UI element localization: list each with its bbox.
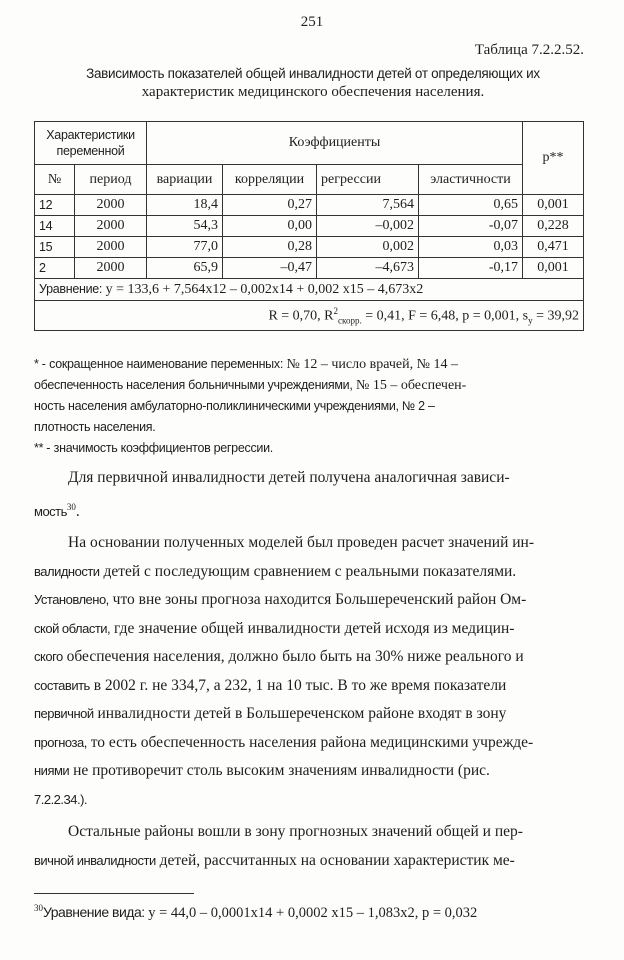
footnote-star-1: * - сокращенное наименование переменных: № 12 – число врачей, № 14 – обеспеченность населения больничными учреждениями, № 15 – обеспечен- ность населения амбулаторно-поликлиническими учреждениями, № 2 – плотность населения. (34, 357, 467, 434)
row-p: 0,001 (523, 258, 584, 279)
table-footnotes (34, 354, 586, 459)
caption-line-1: Зависимость показателей общей инвалидности детей от определяющих их (86, 66, 540, 81)
paragraph-3: Остальные районы вошли в зону прогнозных значений общей и пер- вичной инвалидности детей, рассчитанных на основании характеристик ме- (34, 823, 523, 869)
row-number: 14 (35, 216, 75, 237)
row-number: 2 (35, 258, 75, 279)
stats-row (35, 301, 584, 331)
table-row (35, 195, 584, 216)
footnote-30-mark: 30 (34, 903, 43, 913)
header-coefficients: Коэффициенты (147, 122, 523, 165)
row-regression: 0,002 (317, 237, 419, 258)
row-p: 0,001 (523, 195, 584, 216)
row-period: 2000 (75, 237, 147, 258)
row-correlation: 0,27 (223, 195, 317, 216)
col-correlation: корреляции (223, 165, 317, 195)
stats-r: R = 0,70, R (268, 308, 334, 324)
stats-r-sup: 2 (333, 306, 339, 316)
row-correlation: 0,00 (223, 216, 317, 237)
row-elasticity: 0,65 (419, 195, 523, 216)
row-period: 2000 (75, 195, 147, 216)
table-label: Таблица 7.2.2.52. (474, 42, 584, 58)
stats-s-sub: y (528, 315, 533, 326)
table-row (35, 237, 584, 258)
row-elasticity: 0,03 (419, 237, 523, 258)
row-p: 0,471 (523, 237, 584, 258)
row-variation: 18,4 (147, 195, 223, 216)
row-correlation: 0,28 (223, 237, 317, 258)
header-characteristics: Характеристики переменной (35, 122, 147, 165)
row-period: 2000 (75, 258, 147, 279)
row-elasticity: -0,07 (419, 216, 523, 237)
equation-label: Уравнение: (39, 282, 103, 296)
stats-r-sub: скорр. (338, 315, 362, 326)
footnote-30-text: y = 44,0 – 0,0001x14 + 0,0002 x15 – 1,083x2, p = 0,032 (144, 904, 478, 921)
footnote-divider (34, 893, 194, 894)
row-variation: 65,9 (147, 258, 223, 279)
footnote-ref-30: 30 (66, 501, 76, 512)
equation-cell (35, 279, 584, 301)
col-period: период (75, 165, 147, 195)
row-variation: 77,0 (147, 237, 223, 258)
footnote-star-1-label: сокращенное наименование переменных: (49, 357, 283, 371)
row-period: 2000 (75, 216, 147, 237)
table-row (35, 258, 584, 279)
coefficients-table (34, 121, 584, 331)
row-regression: –4,673 (317, 258, 419, 279)
col-regression: регрессии (317, 165, 419, 195)
row-regression: 7,564 (317, 195, 419, 216)
stats-cell (35, 301, 584, 331)
equation-row (35, 279, 584, 301)
caption-line-2: характеристик медицинского обеспечения населения. (141, 84, 485, 100)
stats-s-val: = 39,92 (532, 308, 580, 324)
row-number: 15 (35, 237, 75, 258)
row-regression: –0,002 (317, 216, 419, 237)
row-variation: 54,3 (147, 216, 223, 237)
stats-rest: = 0,41, F = 6,48, p = 0,001, s (361, 308, 529, 324)
col-variation: вариации (147, 165, 223, 195)
col-elasticity: эластичности (419, 165, 523, 195)
row-correlation: –0,47 (223, 258, 317, 279)
table-row (35, 216, 584, 237)
row-number: 12 (35, 195, 75, 216)
paragraph-1: Для первичной инвалидности детей получена аналогичная зависи- мость$^{30}$. (34, 469, 510, 520)
page-number: 251 (300, 14, 324, 30)
footnote-30-label: Уравнение вида: (43, 903, 145, 920)
row-elasticity: -0,17 (419, 258, 523, 279)
col-number: № (35, 165, 75, 195)
table-caption (40, 64, 586, 102)
row-p: 0,228 (523, 216, 584, 237)
header-p: p** (523, 122, 584, 195)
paragraph-2: На основании полученных моделей был проведен расчет значений ин- валидности детей с последующим сравнением с реальными показателями. Установлено, что вне зоны прогноза находится Большереченский район Ом- ской области, где значение общей инвалидности детей исходя из медицин- ского обеспечения населения, должно было быть на 30% ниже реального и составить в 2002 г. не 334,7, а 232, 1 на 10 тыс. В то же время показатели первичной инвалидности детей в Большереченском районе входят в зону прогноза, то есть обеспеченность населения района медицинскими учрежде- ниями не противоречит столь высоким значениям инвалидности (рис. 7.2.2.34.). (34, 534, 534, 807)
footnote-30 (34, 903, 594, 922)
equation-text: y = 133,6 + 7,564x12 – 0,002x14 + 0,002 x15 – 4,673x2 (105, 282, 424, 297)
footnote-star-2: ** - значимость коэффициентов регрессии. (34, 441, 273, 455)
